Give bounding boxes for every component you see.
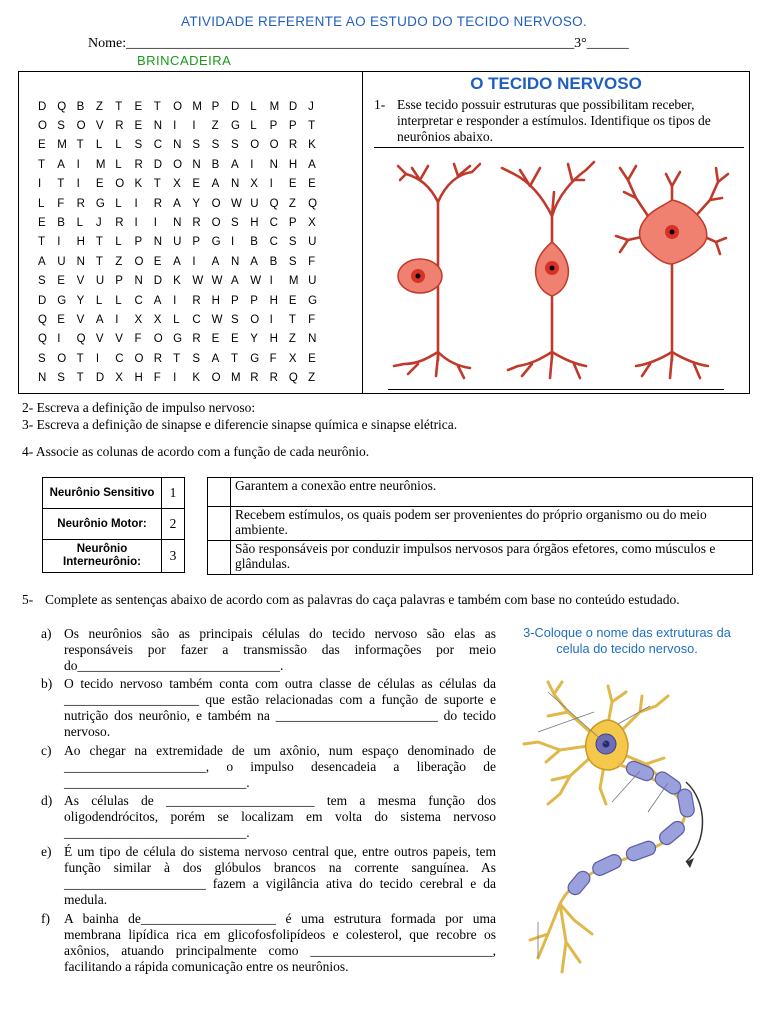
wordsearch-letter[interactable]: C — [134, 294, 143, 307]
wordsearch-row — [38, 97, 327, 116]
wordsearch-letter[interactable]: X — [115, 372, 123, 385]
wordsearch-letter[interactable]: V — [95, 120, 104, 133]
q5-item-letter: e) — [41, 844, 52, 859]
wordsearch-letter[interactable]: I — [173, 372, 177, 385]
wordsearch-letter[interactable]: G — [211, 236, 221, 249]
q5-item-e[interactable]: É um tipo de célula do sistema nervoso central que, entre outros papeis, tem função similar à dos glóbulos brancos na corrente sanguínea. As _____________________ fazem a vigilância ativa do tecido cerebral e da medula. — [64, 844, 496, 907]
wordsearch-letter[interactable]: L — [115, 197, 122, 210]
wordsearch-letter[interactable]: R — [288, 139, 298, 152]
wordsearch-letter[interactable]: M — [95, 158, 106, 171]
wordsearch-letter[interactable]: K — [134, 178, 143, 191]
wordsearch-row — [38, 213, 327, 232]
wordsearch-letter[interactable]: E — [308, 178, 316, 191]
wordsearch-letter[interactable]: E — [211, 333, 220, 346]
wordsearch-letter[interactable]: Q — [288, 372, 298, 385]
wordsearch-letter[interactable]: I — [250, 158, 254, 171]
wordsearch-letter[interactable]: A — [153, 294, 162, 307]
wordsearch-letter[interactable]: U — [250, 197, 259, 210]
wordsearch-letter[interactable]: Q — [76, 333, 86, 346]
wordsearch-letter[interactable]: T — [76, 139, 84, 152]
wordsearch-letter[interactable]: F — [308, 313, 316, 326]
wordsearch-letter[interactable]: T — [230, 352, 238, 365]
q5-item-a[interactable]: Os neurônios são as principais células do tecido nervoso são elas as responsáveis por fazer a transmissão das informações por meio do______________________________. — [64, 626, 496, 673]
wordsearch-letter[interactable]: D — [38, 294, 47, 307]
q5-item-letter: b) — [41, 676, 53, 691]
question-3: 3- Escreva a definição de sinapse e diferencie sinapse química e sinapse elétrica. — [22, 417, 458, 432]
wordsearch-letter[interactable]: E — [95, 178, 104, 191]
q1-text: Esse tecido possuir estruturas que possibilitam receber, interpretar e responder a estímulos. Identifique os tipos de neurônios abaixo. — [397, 97, 711, 144]
wordsearch-letter[interactable]: N — [173, 217, 182, 230]
wordsearch-letter[interactable]: T — [76, 352, 84, 365]
wordsearch-letter[interactable]: N — [192, 158, 201, 171]
wordsearch-letter[interactable]: U — [173, 236, 182, 249]
wordsearch-letter[interactable]: G — [230, 120, 240, 133]
wordsearch-letter[interactable]: F — [57, 197, 65, 210]
wordsearch-row — [38, 155, 327, 174]
wordsearch-letter[interactable]: M — [269, 100, 280, 113]
wordsearch-letter[interactable]: X — [153, 313, 162, 326]
wordsearch-letter[interactable]: A — [211, 352, 220, 365]
wordsearch-letter[interactable]: I — [134, 217, 138, 230]
wordsearch-letter[interactable]: L — [38, 197, 45, 210]
question-2: 2- Escreva a definição de impulso nervoso: — [22, 400, 256, 415]
wordsearch-letter[interactable]: L — [115, 236, 122, 249]
wordsearch-letter[interactable]: G — [250, 352, 260, 365]
wordsearch-letter[interactable]: Z — [211, 120, 219, 133]
answer-box[interactable] — [208, 541, 231, 575]
wordsearch-letter[interactable]: J — [95, 217, 102, 230]
wordsearch-letter[interactable]: A — [211, 255, 220, 268]
wordsearch-letter[interactable]: O — [38, 120, 47, 133]
wordsearch-letter[interactable]: L — [173, 313, 180, 326]
wordsearch-letter[interactable]: V — [76, 275, 85, 288]
wordsearch-letter[interactable]: E — [153, 255, 162, 268]
wordsearch-letter[interactable]: N — [38, 372, 47, 385]
wordsearch-letter[interactable]: O — [173, 158, 183, 171]
wordsearch-letter[interactable]: X — [250, 178, 258, 191]
wordsearch-letter[interactable]: N — [269, 158, 278, 171]
wordsearch-letter[interactable]: I — [173, 294, 177, 307]
wordsearch-letter[interactable]: T — [308, 120, 316, 133]
wordsearch-letter[interactable]: I — [230, 236, 235, 249]
wordsearch-letter[interactable]: T — [76, 372, 84, 385]
neuron-answer-line[interactable] — [388, 389, 724, 390]
wordsearch-letter[interactable]: H — [269, 294, 278, 307]
brincadeira-label: BRINCADEIRA — [137, 53, 232, 68]
wordsearch-letter[interactable]: P — [250, 294, 258, 307]
wordsearch-letter[interactable]: A — [173, 255, 181, 268]
wordsearch-letter[interactable]: A — [250, 255, 258, 268]
neuron-structure-diagram — [508, 672, 730, 990]
wordsearch-letter[interactable]: S — [211, 139, 220, 152]
wordsearch-letter[interactable]: Q — [38, 333, 47, 346]
wordsearch-letter[interactable]: N — [230, 178, 240, 191]
wordsearch-letter[interactable]: U — [57, 255, 66, 268]
wordsearch-letter[interactable]: Z — [288, 197, 296, 210]
wordsearch-row — [38, 291, 327, 310]
wordsearch-letter[interactable]: O — [173, 100, 183, 113]
neuron-functions-table — [207, 477, 753, 575]
wordsearch-row — [38, 116, 327, 135]
wordsearch-letter[interactable]: E — [288, 294, 297, 307]
wordsearch-row — [38, 310, 327, 329]
wordsearch-letter[interactable]: I — [134, 197, 138, 210]
wordsearch-letter[interactable]: Q — [308, 197, 318, 210]
q5-item-f[interactable]: A bainha de____________________ é uma estrutura formada por uma membrana lipídica rica em glicofosfolipídeos e colesterol, que recobre os axônios, atuando principalmente como ___________________________, facilitando a rápida comunicação entre os neurônios. — [64, 911, 496, 974]
wordsearch-letter[interactable]: V — [76, 313, 85, 326]
wordsearch-letter[interactable]: B — [269, 255, 278, 268]
wordsearch-letter[interactable]: P — [192, 236, 201, 249]
wordsearch-letter[interactable]: L — [95, 294, 103, 307]
wordsearch-letter[interactable]: E — [38, 217, 46, 230]
answer-box[interactable] — [208, 507, 231, 541]
wordsearch-letter[interactable]: C — [153, 139, 163, 152]
wordsearch-letter[interactable]: B — [211, 158, 220, 171]
q5-item-letter: c) — [41, 743, 52, 758]
wordsearch-letter[interactable]: R — [192, 333, 201, 346]
neuron-type-label: Neurônio Motor: — [43, 509, 162, 540]
wordsearch-letter[interactable]: Y — [76, 294, 85, 307]
wordsearch-letter[interactable]: X — [308, 217, 316, 230]
wordsearch-letter[interactable]: C — [269, 236, 278, 249]
wordsearch-letter[interactable]: S — [192, 352, 201, 365]
wordsearch-letter[interactable]: R — [250, 372, 259, 385]
neuron-type-number: 3 — [162, 540, 185, 573]
wordsearch-letter[interactable]: C — [192, 313, 201, 326]
wordsearch-letter[interactable]: Y — [192, 197, 201, 210]
wordsearch-letter[interactable]: S — [38, 275, 46, 288]
wordsearch-letter[interactable]: K — [308, 139, 316, 152]
wordsearch-letter[interactable]: O — [76, 120, 86, 133]
wordsearch-letter[interactable]: O — [134, 255, 144, 268]
answer-box[interactable] — [208, 478, 231, 507]
wordsearch-letter[interactable]: W — [211, 275, 223, 288]
wordsearch-letter[interactable]: F — [308, 255, 316, 268]
wordsearch-letter[interactable]: D — [38, 100, 47, 113]
wordsearch-letter[interactable]: A — [95, 313, 104, 326]
wordsearch-letter[interactable]: B — [57, 217, 65, 230]
wordsearch-letter[interactable]: M — [57, 139, 67, 152]
wordsearch-letter[interactable]: T — [38, 236, 46, 249]
wordsearch-letter[interactable]: M — [192, 100, 202, 113]
wordsearch-letter[interactable]: Y — [250, 333, 258, 346]
wordsearch-letter[interactable]: G — [95, 197, 105, 210]
wordsearch-letter[interactable]: T — [95, 255, 103, 268]
wordsearch-letter[interactable]: H — [288, 158, 298, 171]
wordsearch-letter[interactable]: H — [76, 236, 85, 249]
function-description: Garantem a conexão entre neurônios. — [231, 478, 753, 507]
wordsearch-letter[interactable]: O — [134, 352, 144, 365]
wordsearch-letter[interactable]: A — [230, 158, 239, 171]
wordsearch-letter[interactable]: P — [288, 120, 297, 133]
side-question-3: 3-Coloque o nome das extruturas da celula do tecido nervoso. — [523, 625, 731, 656]
wordsearch-letter[interactable]: O — [250, 313, 260, 326]
wordsearch-letter[interactable]: F — [269, 352, 277, 365]
wordsearch-letter[interactable]: S — [134, 139, 143, 152]
wordsearch-letter[interactable]: E — [288, 178, 297, 191]
wordsearch-letter[interactable]: Z — [288, 333, 296, 346]
neuron-type-label: Neurônio Sensitivo — [43, 478, 162, 509]
wordsearch-letter[interactable]: S — [57, 372, 65, 385]
wordsearch-letter[interactable]: S — [230, 139, 239, 152]
wordsearch-letter[interactable]: H — [269, 333, 278, 346]
wordsearch-letter[interactable]: U — [95, 275, 105, 288]
wordsearch-letter[interactable]: P — [115, 275, 123, 288]
neuron-type-number: 2 — [162, 509, 185, 540]
wordsearch-letter[interactable]: R — [115, 120, 124, 133]
wordsearch-letter[interactable]: U — [308, 275, 317, 288]
neuron-types-table — [42, 477, 185, 573]
wordsearch-letter[interactable]: T — [153, 178, 161, 191]
wordsearch-letter[interactable]: T — [153, 100, 161, 113]
wordsearch-letter[interactable]: A — [57, 158, 65, 171]
wordsearch-letter[interactable]: O — [57, 352, 67, 365]
wordsearch-row — [38, 349, 327, 368]
wordsearch-letter[interactable]: D — [288, 100, 298, 113]
function-description: São responsáveis por conduzir impulsos nervosos para órgãos efetores, como músculos e glândulas. — [231, 541, 753, 575]
wordsearch-letter[interactable]: R — [192, 217, 201, 230]
wordsearch-letter[interactable]: I — [192, 120, 196, 133]
wordsearch-letter[interactable]: E — [192, 178, 201, 191]
wordsearch-letter[interactable]: A — [230, 275, 239, 288]
wordsearch-letter[interactable]: Q — [57, 100, 67, 113]
wordsearch-letter[interactable]: E — [230, 333, 239, 346]
wordsearch-letter[interactable]: S — [230, 313, 239, 326]
wordsearch-letter[interactable]: Q — [269, 197, 279, 210]
wordsearch-letter[interactable]: S — [288, 255, 297, 268]
wordsearch-letter[interactable]: G — [308, 294, 318, 307]
wordsearch-row — [38, 175, 327, 194]
wordsearch-letter[interactable]: P — [288, 217, 297, 230]
wordsearch-letter[interactable]: E — [134, 100, 143, 113]
wordsearch-letter[interactable]: L — [76, 217, 83, 230]
wordsearch-letter[interactable]: Z — [95, 100, 103, 113]
wordsearch-letter[interactable]: B — [250, 236, 258, 249]
wordsearch-letter[interactable]: H — [250, 217, 259, 230]
neuron-type-label: Neurônio Interneurônio: — [43, 540, 162, 573]
wordsearch-letter[interactable]: P — [269, 120, 278, 133]
wordsearch-letter[interactable]: T — [173, 352, 181, 365]
wordsearch-letter[interactable]: E — [308, 352, 316, 365]
wordsearch-letter[interactable]: K — [192, 372, 201, 385]
wordsearch-letter[interactable]: O — [211, 217, 221, 230]
wordsearch-letter[interactable]: W — [211, 313, 223, 326]
q1-divider — [374, 147, 744, 148]
wordsearch-row — [38, 233, 327, 252]
wordsearch-letter[interactable]: W — [192, 275, 204, 288]
wordsearch-letter[interactable]: T — [38, 158, 46, 171]
wordsearch-letter[interactable]: Z — [115, 255, 123, 268]
wordsearch-grid[interactable] — [38, 97, 327, 388]
wordsearch-row — [38, 330, 327, 349]
wordsearch-letter[interactable]: T — [288, 313, 296, 326]
wordsearch-letter[interactable]: E — [134, 120, 143, 133]
neuron-types-illustration — [380, 152, 730, 386]
wordsearch-letter[interactable]: S — [230, 217, 239, 230]
q5-item-c[interactable]: Ao chegar na extremidade de um axônio, num espaço denominado de _____________________, o impulso desencadeia a liberação de ___________________________. — [64, 743, 496, 790]
wordsearch-letter[interactable]: G — [173, 333, 183, 346]
wordsearch-letter[interactable]: W — [250, 275, 262, 288]
q5-item-d[interactable]: As células de ______________________ tem a mesma função dos oligodendrócitos, porém se localizam em volta do sistema nervoso ___________________________. — [64, 793, 496, 840]
wordsearch-letter[interactable]: I — [76, 158, 80, 171]
wordsearch-letter[interactable]: L — [115, 158, 122, 171]
q5-item-b[interactable]: O tecido nervoso também conta com outra classe de células as células da ____________________ que estão relacionadas com a função de suporte e nutrição dos neurônio, e também na ________________________ do tecido nervoso. — [64, 676, 496, 739]
q5-item-letter: f) — [41, 911, 50, 926]
wordsearch-letter[interactable]: L — [115, 139, 122, 152]
wordsearch-letter[interactable]: I — [269, 178, 273, 191]
q5-item-letter: d) — [41, 793, 53, 808]
wordsearch-letter[interactable]: R — [134, 158, 143, 171]
wordsearch-letter[interactable]: N — [134, 275, 143, 288]
wordsearch-letter[interactable]: P — [134, 236, 143, 249]
wordsearch-letter[interactable]: C — [115, 352, 124, 365]
wordsearch-letter[interactable]: L — [250, 120, 257, 133]
wordsearch-letter[interactable]: I — [115, 313, 119, 326]
wordsearch-letter[interactable]: A — [173, 197, 181, 210]
wordsearch-letter[interactable]: S — [192, 139, 201, 152]
neuron-type-number: 1 — [162, 478, 185, 509]
wordsearch-letter[interactable]: A — [211, 178, 220, 191]
wordsearch-letter[interactable]: E — [57, 275, 65, 288]
wordsearch-letter[interactable]: T — [115, 100, 123, 113]
wordsearch-letter[interactable]: I — [173, 120, 177, 133]
function-description: Recebem estímulos, os quais podem ser provenientes do próprio organismo ou do meio ambiente. — [231, 507, 753, 541]
wordsearch-row — [38, 136, 327, 155]
wordsearch-letter[interactable]: I — [269, 275, 273, 288]
wordsearch-letter[interactable]: N — [153, 120, 163, 133]
wordsearch-letter[interactable]: K — [173, 275, 181, 288]
wordsearch-letter[interactable]: Z — [308, 372, 316, 385]
wordsearch-letter[interactable]: H — [211, 294, 220, 307]
wordsearch-letter[interactable]: L — [115, 294, 122, 307]
wordsearch-letter[interactable]: J — [308, 100, 314, 113]
wordsearch-letter[interactable]: W — [230, 197, 242, 210]
wordsearch-letter[interactable]: R — [115, 217, 124, 230]
wordsearch-letter[interactable]: I — [38, 178, 42, 191]
wordsearch-letter[interactable]: I — [76, 178, 80, 191]
q5-number: 5- — [22, 592, 34, 607]
wordsearch-letter[interactable]: S — [288, 236, 297, 249]
wordsearch-letter[interactable]: R — [76, 197, 85, 210]
q5-item-letter: a) — [41, 626, 52, 641]
wordsearch-letter[interactable]: B — [76, 100, 85, 113]
wordsearch-letter[interactable]: E — [57, 313, 65, 326]
wordsearch-letter[interactable]: O — [211, 372, 221, 385]
wordsearch-letter[interactable]: I — [57, 236, 61, 249]
wordsearch-letter[interactable]: T — [57, 178, 65, 191]
wordsearch-letter[interactable]: X — [288, 352, 297, 365]
wordsearch-letter[interactable]: P — [211, 100, 220, 113]
wordsearch-letter[interactable]: O — [115, 178, 125, 191]
name-field-line[interactable]: Nome:________________________________________________________________3°______ — [88, 36, 629, 51]
wordsearch-letter[interactable]: I — [269, 313, 273, 326]
wordsearch-letter[interactable]: P — [230, 294, 239, 307]
wordsearch-letter[interactable]: E — [38, 139, 46, 152]
wordsearch-letter[interactable]: S — [38, 352, 46, 365]
wordsearch-letter[interactable]: A — [308, 158, 316, 171]
wordsearch-letter[interactable]: D — [95, 372, 105, 385]
wordsearch-letter[interactable]: N — [173, 139, 182, 152]
wordsearch-letter[interactable]: O — [211, 197, 221, 210]
wordsearch-letter[interactable]: C — [269, 217, 278, 230]
wordsearch-letter[interactable]: X — [134, 313, 143, 326]
wordsearch-letter[interactable]: N — [153, 236, 163, 249]
wordsearch-letter[interactable]: V — [95, 333, 104, 346]
worksheet-title: ATIVIDADE REFERENTE AO ESTUDO DO TECIDO NERVOSO. — [181, 14, 587, 29]
wordsearch-letter[interactable]: N — [308, 333, 317, 346]
wordsearch-letter[interactable]: S — [57, 120, 65, 133]
wordsearch-letter[interactable]: O — [269, 139, 279, 152]
wordsearch-letter[interactable]: R — [192, 294, 201, 307]
wordsearch-row — [38, 194, 327, 213]
wordsearch-letter[interactable]: N — [76, 255, 85, 268]
wordsearch-letter[interactable]: I — [95, 352, 100, 365]
wordsearch-letter[interactable]: F — [153, 372, 161, 385]
wordsearch-letter[interactable]: M — [288, 275, 299, 288]
wordsearch-letter[interactable]: D — [153, 275, 163, 288]
wordsearch-letter[interactable]: V — [115, 333, 123, 346]
wordsearch-letter[interactable]: M — [230, 372, 241, 385]
wordsearch-letter[interactable]: X — [173, 178, 181, 191]
wordsearch-letter[interactable]: T — [95, 236, 103, 249]
wordsearch-letter[interactable]: I — [192, 255, 196, 268]
wordsearch-letter[interactable]: R — [153, 352, 163, 365]
wordsearch-letter[interactable]: L — [250, 100, 257, 113]
wordsearch-row — [38, 272, 327, 291]
wordsearch-letter[interactable]: L — [95, 139, 103, 152]
wordsearch-letter[interactable]: U — [308, 236, 317, 249]
wordsearch-letter[interactable]: Q — [38, 313, 47, 326]
wordsearch-letter[interactable]: O — [153, 333, 163, 346]
wordsearch-letter[interactable]: R — [269, 372, 278, 385]
question-4: 4- Associe as colunas de acordo com a função de cada neurônio. — [22, 444, 370, 459]
q1-number: 1- — [374, 97, 386, 112]
wordsearch-letter[interactable]: I — [153, 217, 157, 230]
tecido-nervoso-title: O TECIDO NERVOSO — [470, 74, 642, 93]
wordsearch-letter[interactable]: D — [230, 100, 240, 113]
wordsearch-letter[interactable]: I — [57, 333, 61, 346]
wordsearch-letter[interactable]: N — [230, 255, 240, 268]
wordsearch-letter[interactable]: F — [134, 333, 142, 346]
q5-intro: Complete as sentenças abaixo de acordo com as palavras do caça palavras e também com base no conteúdo estudado. — [45, 592, 680, 607]
multipolar-neuron — [616, 166, 728, 378]
wordsearch-letter[interactable]: O — [250, 139, 260, 152]
wordsearch-letter[interactable]: R — [153, 197, 163, 210]
wordsearch-row — [38, 368, 327, 387]
wordsearch-row — [38, 252, 327, 271]
wordsearch-letter[interactable]: A — [38, 255, 46, 268]
wordsearch-letter[interactable]: G — [57, 294, 67, 307]
wordsearch-letter[interactable]: D — [153, 158, 163, 171]
wordsearch-letter[interactable]: H — [134, 372, 143, 385]
